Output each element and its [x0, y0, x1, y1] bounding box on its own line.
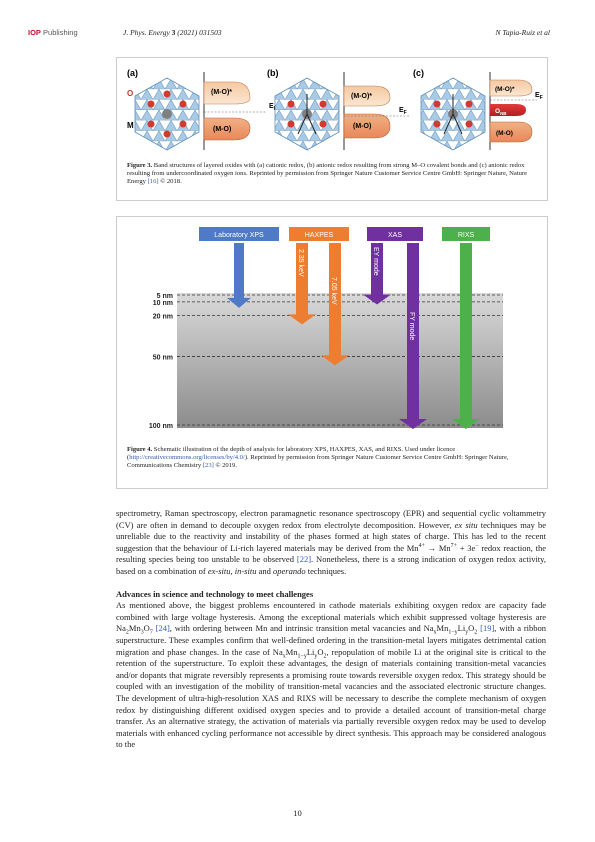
p2-text-b: Mn: [128, 623, 141, 634]
journal-citation: [123, 28, 222, 37]
body-text: [116, 508, 546, 751]
p1-ex-situ: ex situ: [454, 519, 478, 530]
p1-text-g: and: [256, 565, 273, 576]
p1-sup-2: 7+: [450, 542, 457, 549]
figure-3-caption-label: Figure 3.: [127, 162, 153, 169]
c-fermi-label: $E_F$: [535, 92, 543, 101]
panel-c-bands: [490, 72, 543, 150]
p1-operando: operando: [273, 565, 306, 576]
arrow-label-7-05-kev: 7.05 keV: [330, 277, 337, 305]
p2-text-a: As mentioned above, the biggest problems encountered in cathode materials exhibiting oxygen redox are capacity fade combined with large voltage hysteresis. Among the exceptional materials which exhibit suppressed voltage hysteresis are Na: [116, 600, 546, 634]
a-fermi-label: E: [269, 103, 274, 110]
p1-text-a: spectrometry, Raman spectroscopy, electron paramagnetic resonance spectroscopy (EPR) and sequential cyclic voltammetry (CV) are often in demand to decouple oxygen redox from electrolyte decomposition. However,: [116, 508, 546, 530]
figure-4-caption-text-1: Schematic illustration of the depth of analysis for laboratory XPS, HAXPES, XAS, and RIXS. Used under licence (: [127, 446, 456, 462]
technique-headers: [199, 227, 490, 241]
publisher-word: Publishing: [43, 28, 78, 37]
p2-text-f: Li: [457, 623, 466, 634]
figure-4-depth-diagram: [117, 217, 547, 439]
journal-volume: 3: [171, 28, 176, 37]
arrow-lab-xps: [227, 243, 251, 308]
p2-sub-x: x: [433, 630, 437, 637]
p2-text-g: O: [468, 623, 475, 634]
running-author: N Tapia-Ruiz et al: [495, 28, 550, 37]
b-lower-band-label: (M-O): [353, 123, 372, 130]
p2-sub-1y2: 1−y: [297, 653, 307, 660]
arrow-label-fy-mode: FY mode: [408, 312, 415, 341]
p2-text-k: O: [317, 646, 324, 657]
arrow-label-ey-mode: EY mode: [372, 247, 379, 276]
figure-3-band-diagram: [117, 58, 547, 158]
c-lower-band-label: (M-O): [496, 130, 513, 137]
p2-text-e: Mn: [436, 623, 449, 634]
p2-text-l: , repopulation of mobile Li at the original site is critical to the retention of the superstructure. To exploit these advantages, the design of materials containing transition-metal vacancies and/or dopants that migrate reversibly represents a promising route towards reversible oxygen redox. This strategy should be coupled with an investigation of the mobility of transition-metal vacancies and the associated electronic structure changes. The development of ultra-high-resolution XAS and RIXS will be necessary to describe the complete mechanism of oxygen redox by distinguishing different oxidised oxygen species and to provide a detailed account of transition-metal charge transfer. As an alternative strategy, the activation of materials via partially reversible oxygen redox may be used to develop materials with enhanced cycling performance not accessible by direct synthesis. This approach may be considered analogous to the: [116, 646, 546, 750]
p1-ref-link[interactable]: [22]: [296, 554, 312, 565]
p2-sub-2b: 2: [474, 630, 478, 637]
b-fermi-label: $E_F$: [399, 107, 407, 116]
technique-label-3: RIXS: [457, 232, 475, 239]
p2-sub-y2: y: [314, 653, 318, 660]
p2-ref-link-2[interactable]: [19]: [480, 623, 495, 634]
panel-b-lattice: [275, 78, 339, 150]
running-header: [28, 28, 550, 40]
p2-sub-1: 2: [125, 630, 129, 637]
panel-a-lattice: [135, 78, 199, 150]
figure-4: [116, 216, 548, 489]
depth-label-5nm: 5 nm: [156, 293, 173, 300]
journal-citation-numbers: (2021) 031503: [177, 28, 222, 37]
panel-c-label: (c): [413, 68, 424, 78]
p2-sub-3: 7: [149, 630, 153, 637]
panel-b-bands: [344, 72, 409, 150]
p2-text-j: Li: [306, 646, 315, 657]
arrow-label-2-35-kev: 2.35 keV: [297, 249, 304, 277]
depth-label-10nm: 10 nm: [152, 299, 173, 307]
p2-text-d: , with ordering between Mn and intrinsic transition metal vacancies and Na: [169, 623, 434, 634]
p1-sup-3: −: [475, 542, 479, 549]
p2-text-i: Mn: [285, 646, 298, 657]
a-lower-band-label: (M-O): [213, 126, 232, 133]
p2-sub-y: y: [465, 630, 469, 637]
atom-o-label: O: [127, 89, 134, 98]
depth-label-100nm: 100 nm: [148, 423, 173, 430]
journal-name: J. Phys. Energy: [123, 28, 170, 37]
c-upper-band-label: (M-O)*: [495, 86, 515, 93]
paragraph-2: [116, 600, 546, 751]
p2-sub-2: 3: [140, 630, 144, 637]
p2-sub-x2: x: [282, 653, 286, 660]
section-heading: Advances in science and technology to meet challenges: [116, 588, 314, 599]
figure-4-caption: [127, 446, 537, 471]
b-upper-band-label: (M-O)*: [351, 93, 372, 100]
p1-text-f: . Nonetheless, there is a strong indication of oxygen redox activity, based on a combination of: [116, 554, 546, 576]
figure-3-caption-end: © 2018.: [158, 178, 182, 186]
panel-a-bands: [204, 72, 277, 150]
p1-text-e: redox reaction, the resulting species being too unstable to be observed: [116, 542, 547, 565]
figure-4-caption-text-2: ). Reprinted by permission from Springer Nature Customer Service Centre GmbH: Springer Nature, Communications Chemistry: [127, 454, 509, 470]
p1-text-b: techniques may be unreliable due to the reactivity and instability of the phases formed at high states of charge. This has led to the recent suggestion that the behaviour of Li-rich layered materials may be derived from the Mn: [116, 519, 547, 553]
depth-label-20nm: 20 nm: [152, 313, 173, 321]
panel-a-label: (a): [127, 68, 138, 78]
a-upper-band-label: (M-O)*: [211, 89, 232, 96]
p1-in-situ: ex-situ, in-situ: [207, 565, 257, 576]
panel-b-label: (b): [267, 68, 279, 78]
figure-3: [116, 57, 548, 201]
atom-m-label: M: [127, 121, 134, 130]
p2-ref-link-1[interactable]: [24]: [155, 623, 170, 634]
technique-label-0: Laboratory XPS: [214, 232, 264, 239]
figure-4-caption-end: © 2019.: [213, 462, 237, 470]
p2-text-h: , with a ribbon superstructure. These examples confirm that well-defined ordering in the transition-metal layers mitigates detrimental cation migration and phase changes. In the case of Na: [116, 623, 547, 657]
figure-4-licence-link[interactable]: http://creativecommons.org/licenses/by/4.0/: [129, 454, 245, 462]
technique-label-1: HAXPES: [304, 232, 334, 239]
technique-label-2: XAS: [387, 232, 403, 239]
publisher-logo: [28, 28, 78, 37]
p1-text-c: → Mn: [424, 542, 451, 553]
p2-text-c: O: [143, 623, 150, 634]
figure-4-caption-label: Figure 4.: [127, 446, 153, 453]
p1-text-d: + 3e: [456, 542, 476, 553]
figure-3-caption-text: Band structures of layered oxides with (a) cationic redox, (b) anionic redox resulting from strong M–O covalent bonds and (c) anionic redox resulting from undercoordinated oxygen ions. Reprinted by permission from Springer Nature Customer Service Centre GmbH: Springer Nature, Nature Energy: [127, 162, 528, 186]
publisher-mark: IOP: [28, 28, 41, 37]
figure-3-ref-link[interactable]: [16]: [147, 178, 159, 186]
p2-sub-1y: 1−y: [448, 630, 458, 637]
p1-sup-1: 4+: [418, 542, 425, 549]
figure-3-caption: [127, 162, 537, 187]
p1-text-h: techniques.: [305, 565, 347, 576]
figure-4-ref-link[interactable]: [23]: [202, 462, 214, 470]
depth-label-50nm: 50 nm: [152, 354, 173, 362]
page-number: 10: [293, 808, 302, 818]
c-o-band-label: $O_{NB}$: [495, 108, 507, 116]
p2-sub-2c: 2: [323, 653, 327, 660]
paragraph-1: [116, 508, 546, 578]
panel-c-lattice: [421, 78, 485, 150]
